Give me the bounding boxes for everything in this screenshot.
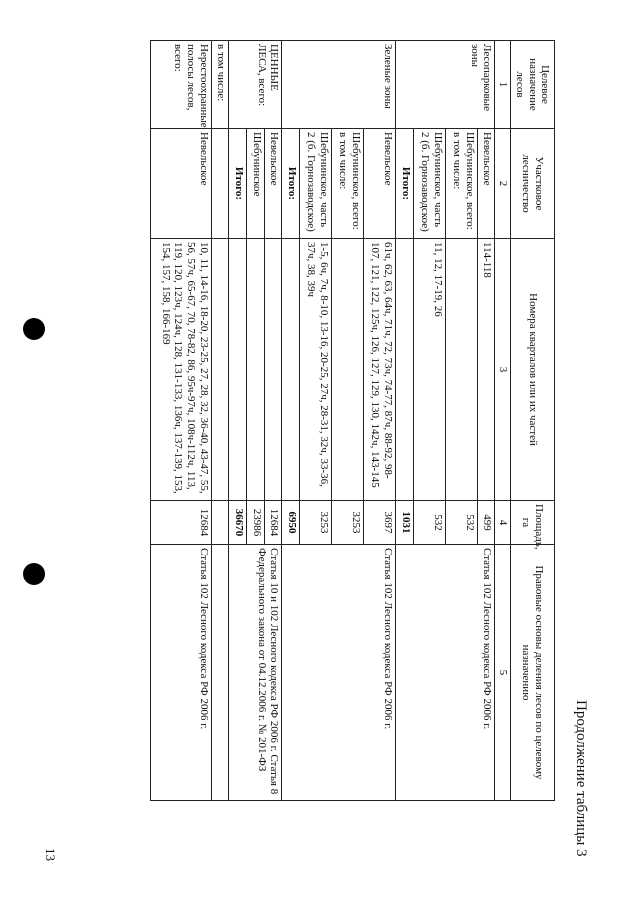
- legal-basis-cell: Статья 10 и 102 Лесного кодекса РФ 2006 г. Статья 8 Федерального закона от 04.12.2006 г. № 201-ФЗ: [229, 545, 282, 801]
- area-cell: 12684: [264, 501, 282, 545]
- legal-basis-cell: Статья 102 Лесного кодекса РФ 2006 г.: [396, 545, 495, 801]
- quarters-cell: [211, 239, 229, 501]
- table-header-row: [511, 41, 555, 801]
- total-area: 36670: [229, 501, 247, 545]
- area-cell: 3253: [300, 501, 332, 545]
- quarters-cell: [396, 239, 414, 501]
- district-cell: Невельское: [477, 129, 495, 239]
- quarters-cell: 10, 11, 14-16, 18-20, 23-25, 27, 28, 32, 36-40, 43-47, 55, 56, 57ч, 65-67, 70, 78-82, 86, 95ч-97ч, 108ч-112ч, 113, 119, 120, 123ч, 124ч, 128, 131-133, 136ч, 137-139, 153, 154, 157, 158, 166-169: [151, 239, 212, 501]
- area-cell: 532: [445, 501, 477, 545]
- area-cell: 3253: [332, 501, 364, 545]
- header-cell: Целевое назначение лесов: [511, 41, 555, 129]
- table-caption: Продолжение таблицы 3: [573, 700, 589, 857]
- area-cell: 12684: [151, 501, 212, 545]
- district-cell: Невельское: [364, 129, 396, 239]
- quarters-cell: 11, 12, 17-19, 26: [413, 239, 445, 501]
- header-cell: Номера кварталов или их частей: [511, 239, 555, 501]
- district-cell: Шебунинское, часть 2 (б. Горнозаводское): [413, 129, 445, 239]
- area-cell: 3697: [364, 501, 396, 545]
- column-number: 4: [495, 501, 511, 545]
- column-number: 3: [495, 239, 511, 501]
- district-cell: Шебунинское, всего: в том числе:: [332, 129, 364, 239]
- column-number-row: [495, 41, 511, 801]
- legal-basis-cell: [211, 545, 229, 801]
- district-cell: Шебунинское: [247, 129, 265, 239]
- legal-basis-cell: Статья 102 Лесного кодекса РФ 2006 г.: [151, 545, 212, 801]
- quarters-cell: [264, 239, 282, 501]
- total-label: Итого:: [229, 129, 247, 239]
- purpose-cell: в том числе:: [211, 41, 229, 129]
- quarters-cell: [332, 239, 364, 501]
- quarters-cell: [247, 239, 265, 501]
- table-row: [364, 41, 396, 801]
- page-number: 13: [43, 848, 58, 861]
- district-cell: Невельское: [151, 129, 212, 239]
- quarters-cell: [445, 239, 477, 501]
- purpose-cell: Лесопарковые зоны: [396, 41, 495, 129]
- purpose-cell: ЦЕННЫЕ ЛЕСА, всего:: [229, 41, 282, 129]
- column-number: 1: [495, 41, 511, 129]
- column-number: 2: [495, 129, 511, 239]
- district-cell: Шебунинское, часть 2 (б. Горнозаводское): [300, 129, 332, 239]
- total-label: Итого:: [396, 129, 414, 239]
- header-cell: Участковое лесничество: [511, 129, 555, 239]
- area-cell: 23986: [247, 501, 265, 545]
- header-cell: Правовые основы деления лесов по целевому назначению: [511, 545, 555, 801]
- quarters-cell: 1-5, 6ч, 7ч, 8-10, 13-16, 20-25, 27ч, 28-31, 32ч, 33-36, 37ч, 38, 39ч: [300, 239, 332, 501]
- table-row: [211, 41, 229, 801]
- quarters-cell: 61ч, 62, 63, 64ч, 71ч, 72, 73ч, 74-77, 87ч, 88-92, 98-107, 121, 122, 125ч, 126, 127, 129, 130, 142ч, 143-145: [364, 239, 396, 501]
- forest-purpose-table: [150, 40, 555, 801]
- total-area: 6950: [282, 501, 300, 545]
- total-area: 1031: [396, 501, 414, 545]
- quarters-cell: [229, 239, 247, 501]
- quarters-cell: [282, 239, 300, 501]
- header-cell: Площадь, га: [511, 501, 555, 545]
- table-row: [264, 41, 282, 801]
- purpose-cell: Зеленые зоны: [282, 41, 396, 129]
- legal-basis-cell: Статья 102 Лесного кодекса РФ 2006 г.: [282, 545, 396, 801]
- column-number: 5: [495, 545, 511, 801]
- district-cell: [211, 129, 229, 239]
- area-cell: [211, 501, 229, 545]
- table-row: [477, 41, 495, 801]
- quarters-cell: 114-118: [477, 239, 495, 501]
- district-cell: Шебунинское, всего: в том числе:: [445, 129, 477, 239]
- rotated-table-wrapper: [150, 40, 555, 800]
- table-row: [151, 41, 212, 801]
- area-cell: 532: [413, 501, 445, 545]
- area-cell: 499: [477, 501, 495, 545]
- total-label: Итого:: [282, 129, 300, 239]
- punch-hole: [23, 563, 45, 585]
- district-cell: Невельское: [264, 129, 282, 239]
- purpose-cell: Нерестоохранные полосы лесов, всего:: [151, 41, 212, 129]
- punch-hole: [23, 318, 45, 340]
